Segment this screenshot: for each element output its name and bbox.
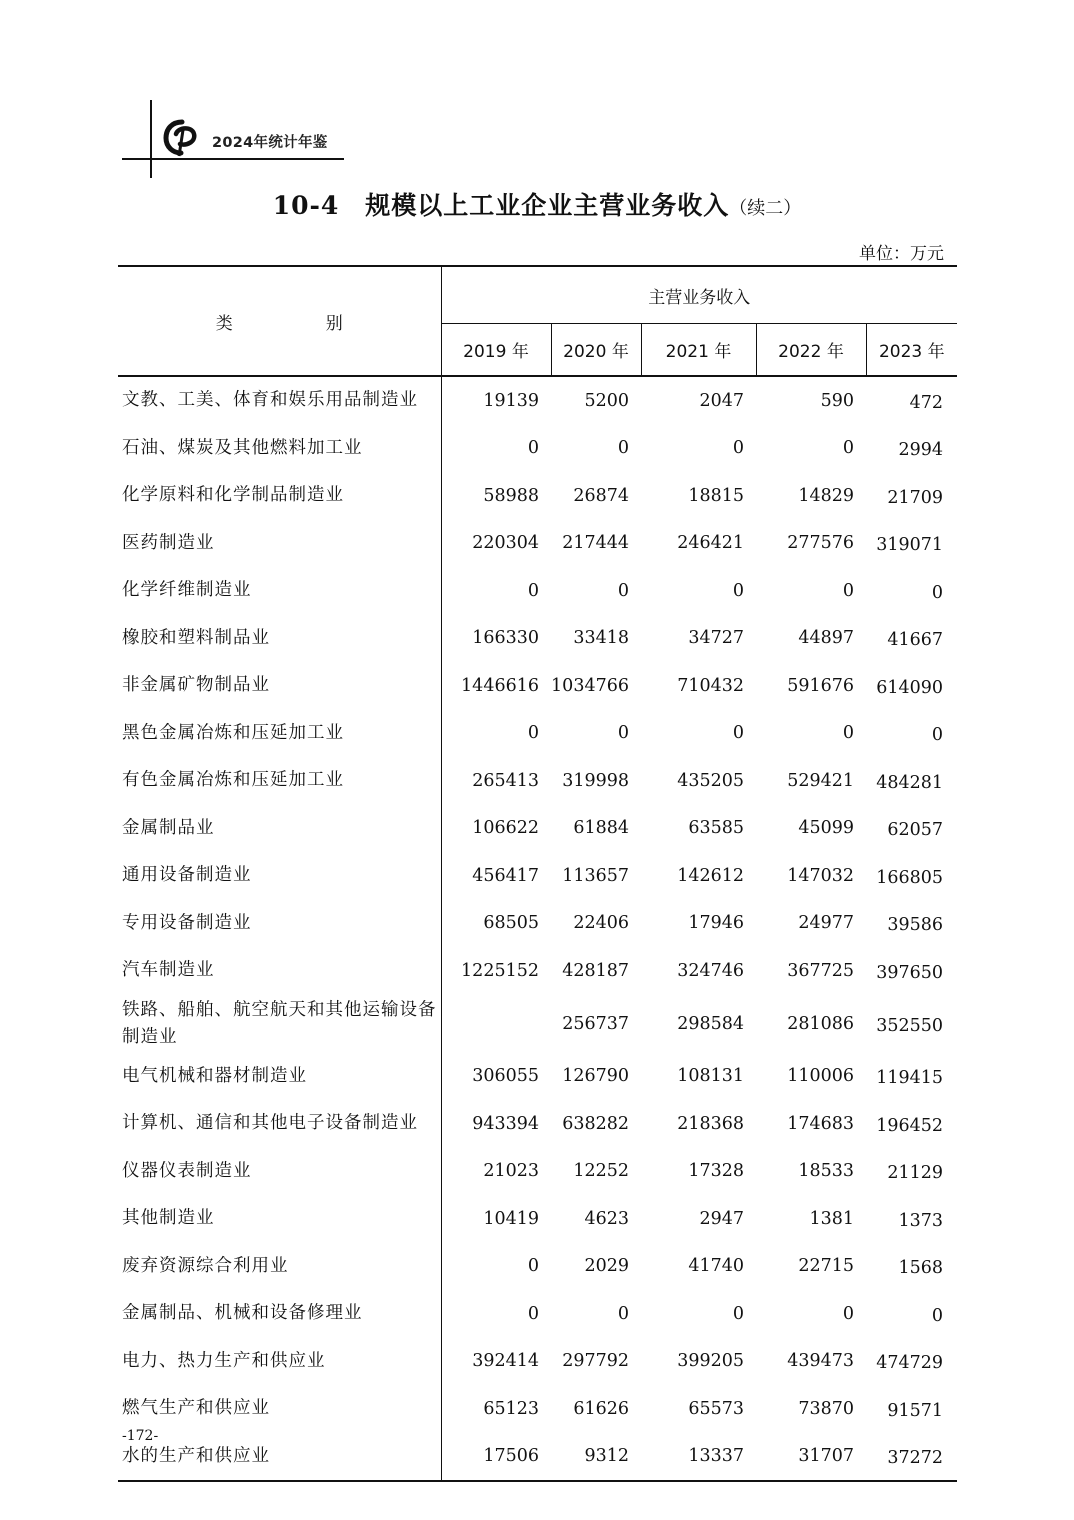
value-cell: 62057	[887, 820, 944, 841]
row-category: 金属制品业	[118, 805, 441, 853]
value-cell: 456417	[472, 865, 539, 886]
row-category: 非金属矿物制品业	[118, 662, 441, 710]
value-cell: 0	[732, 1303, 744, 1324]
row-category: 金属制品、机械和设备修理业	[118, 1290, 441, 1338]
value-cell: 399205	[677, 1351, 744, 1372]
row-category: 医药制造业	[118, 520, 441, 568]
row-category: 电气机械和器材制造业	[118, 1053, 441, 1101]
value-cell: 2994	[898, 440, 944, 461]
value-cell: 591676	[787, 675, 854, 696]
value-cell: 0	[842, 438, 854, 459]
value-cell: 113657	[562, 865, 629, 886]
table-row	[118, 1195, 957, 1243]
table-row	[118, 757, 957, 805]
row-category: 化学原料和化学制品制造业	[118, 472, 441, 520]
value-cell: 2047	[699, 390, 744, 411]
value-cell: 439473	[787, 1351, 854, 1372]
value-cell: 65573	[688, 1398, 744, 1419]
value-cell: 0	[527, 1256, 539, 1277]
row-category: 石油、煤炭及其他燃料加工业	[118, 425, 441, 473]
value-cell: 435205	[677, 770, 744, 791]
yearbook-logo-icon	[162, 118, 202, 158]
value-cell: 0	[842, 723, 854, 744]
value-cell: 73870	[798, 1398, 854, 1419]
value-cell: 31707	[798, 1446, 854, 1467]
row-category: 专用设备制造业	[118, 900, 441, 948]
value-cell: 166330	[472, 628, 539, 649]
data-table-wrapper	[118, 265, 957, 1482]
year-header: 2020 年	[551, 324, 641, 377]
value-cell: 2029	[584, 1256, 629, 1277]
value-cell: 0	[617, 580, 629, 601]
continued-label: （续二）	[729, 198, 802, 219]
row-category: 黑色金属冶炼和压延加工业	[118, 710, 441, 758]
value-cell: 0	[732, 438, 744, 459]
table-row	[118, 1433, 957, 1482]
table-header	[118, 266, 957, 376]
year-header: 2021 年	[641, 324, 756, 377]
value-cell: 1034766	[551, 675, 629, 696]
value-cell: 319998	[562, 770, 629, 791]
value-cell: 26874	[573, 485, 629, 506]
table-row	[118, 567, 957, 615]
value-cell: 943394	[472, 1113, 539, 1134]
value-cell: 256737	[562, 1013, 629, 1034]
row-category: 水的生产和供应业	[118, 1433, 441, 1482]
table-row	[118, 1338, 957, 1386]
value-cell: 0	[842, 580, 854, 601]
value-cell: 19139	[483, 390, 539, 411]
table-code: 10-4	[272, 191, 340, 220]
year-header: 2019 年	[441, 324, 551, 377]
crop-mark-horizontal	[122, 158, 344, 160]
data-table	[118, 265, 957, 1482]
value-cell: 18533	[798, 1161, 854, 1182]
value-cell: 61626	[573, 1398, 629, 1419]
value-cell: 17946	[688, 913, 744, 934]
value-cell: 21129	[887, 1163, 944, 1184]
value-cell: 220304	[472, 533, 539, 554]
value-cell: 281086	[787, 1013, 854, 1034]
value-cell: 22406	[573, 913, 629, 934]
value-cell: 91571	[887, 1400, 944, 1421]
value-cell: 474729	[876, 1353, 944, 1374]
value-cell: 472	[909, 392, 944, 413]
row-category: 文教、工美、体育和娱乐用品制造业	[118, 376, 441, 425]
value-cell: 110006	[787, 1066, 854, 1087]
row-category: 有色金属冶炼和压延加工业	[118, 757, 441, 805]
value-cell: 614090	[876, 677, 944, 698]
value-cell: 18815	[688, 485, 744, 506]
value-cell: 41740	[688, 1256, 744, 1277]
value-cell: 14829	[798, 485, 854, 506]
value-cell: 37272	[887, 1448, 944, 1469]
table-row	[118, 1243, 957, 1291]
value-cell: 5200	[584, 390, 629, 411]
row-category: 燃气生产和供应业	[118, 1385, 441, 1433]
table-row	[118, 947, 957, 995]
value-cell: 4623	[584, 1208, 629, 1229]
value-cell: 277576	[787, 533, 854, 554]
value-cell: 17506	[483, 1446, 539, 1467]
value-cell: 1446616	[461, 675, 539, 696]
page-number: -172-	[122, 1428, 159, 1444]
table-title: 规模以上工业企业主营业务收入	[365, 191, 730, 220]
value-cell: 39586	[887, 915, 944, 936]
value-cell: 119415	[876, 1068, 944, 1089]
value-cell: 1373	[898, 1210, 944, 1231]
value-cell: 590	[820, 390, 854, 411]
value-cell: 0	[931, 1305, 944, 1326]
value-cell: 21023	[483, 1161, 539, 1182]
value-cell: 44897	[798, 628, 854, 649]
table-body	[118, 376, 957, 1481]
table-row	[118, 425, 957, 473]
value-cell: 298584	[677, 1013, 744, 1034]
value-cell: 24977	[798, 913, 854, 934]
value-cell: 0	[527, 1303, 539, 1324]
value-cell: 106622	[472, 818, 539, 839]
value-cell: 0	[527, 723, 539, 744]
value-cell: 428187	[562, 960, 629, 981]
value-cell: 0	[617, 1303, 629, 1324]
table-row	[118, 1290, 957, 1338]
value-cell: 246421	[677, 533, 744, 554]
value-cell: 147032	[787, 865, 854, 886]
value-cell: 218368	[677, 1113, 744, 1134]
value-cell: 2947	[699, 1208, 744, 1229]
value-cell: 174683	[787, 1113, 854, 1134]
category-header: 类 别	[118, 266, 441, 376]
value-cell: 392414	[472, 1351, 539, 1372]
value-cell: 0	[732, 723, 744, 744]
value-cell: 484281	[876, 772, 944, 793]
value-cell: 0	[527, 580, 539, 601]
value-cell: 324746	[677, 960, 744, 981]
value-cell: 1381	[809, 1208, 854, 1229]
value-cell: 126790	[562, 1066, 629, 1087]
yearbook-logo-text: 2024年统计年鉴	[212, 135, 328, 151]
value-cell: 61884	[573, 818, 629, 839]
value-cell: 68505	[483, 913, 539, 934]
row-category: 通用设备制造业	[118, 852, 441, 900]
value-cell: 21709	[887, 487, 944, 508]
value-cell: 265413	[472, 770, 539, 791]
value-cell: 0	[931, 725, 944, 746]
year-header: 2022 年	[756, 324, 866, 377]
table-row	[118, 1148, 957, 1196]
value-cell: 9312	[584, 1446, 629, 1467]
group-header: 主营业务收入	[441, 266, 957, 324]
table-row	[118, 710, 957, 758]
table-row	[118, 805, 957, 853]
value-cell: 10419	[483, 1208, 539, 1229]
table-row	[118, 472, 957, 520]
value-cell: 45099	[798, 818, 854, 839]
row-category: 计算机、通信和其他电子设备制造业	[118, 1100, 441, 1148]
table-row	[118, 1053, 957, 1101]
value-cell: 0	[617, 723, 629, 744]
row-category: 其他制造业	[118, 1195, 441, 1243]
value-cell: 166805	[876, 867, 944, 888]
row-category: 废弃资源综合利用业	[118, 1243, 441, 1291]
value-cell: 217444	[562, 533, 629, 554]
value-cell: 58988	[483, 485, 539, 506]
value-cell	[441, 995, 551, 1053]
value-cell: 352550	[876, 1015, 944, 1036]
table-row	[118, 376, 957, 425]
value-cell: 710432	[677, 675, 744, 696]
value-cell: 22715	[798, 1256, 854, 1277]
row-category: 汽车制造业	[118, 947, 441, 995]
page-title	[0, 186, 1074, 222]
value-cell: 0	[617, 438, 629, 459]
table-row	[118, 520, 957, 568]
value-cell: 63585	[688, 818, 744, 839]
value-cell: 1568	[898, 1258, 944, 1279]
row-category: 仪器仪表制造业	[118, 1148, 441, 1196]
value-cell: 319071	[876, 535, 944, 556]
value-cell: 196452	[876, 1115, 944, 1136]
value-cell: 638282	[562, 1113, 629, 1134]
row-category: 橡胶和塑料制品业	[118, 615, 441, 663]
value-cell: 0	[527, 438, 539, 459]
value-cell: 12252	[573, 1161, 629, 1182]
value-cell: 397650	[876, 962, 944, 983]
value-cell: 34727	[688, 628, 744, 649]
value-cell: 306055	[472, 1066, 539, 1087]
value-cell: 65123	[483, 1398, 539, 1419]
table-row	[118, 615, 957, 663]
value-cell: 0	[842, 1303, 854, 1324]
row-category: 铁路、船舶、航空航天和其他运输设备制造业	[118, 995, 441, 1053]
crop-mark-vertical	[150, 100, 152, 178]
table-row	[118, 1385, 957, 1433]
value-cell: 108131	[677, 1066, 744, 1087]
value-cell: 367725	[787, 960, 854, 981]
value-cell: 33418	[573, 628, 629, 649]
value-cell: 0	[931, 582, 944, 603]
table-row	[118, 995, 957, 1053]
row-category: 电力、热力生产和供应业	[118, 1338, 441, 1386]
table-row	[118, 900, 957, 948]
unit-label: 单位：万元	[859, 244, 944, 264]
value-cell: 17328	[688, 1161, 744, 1182]
value-cell: 41667	[887, 630, 944, 651]
value-cell: 529421	[787, 770, 854, 791]
table-row	[118, 1100, 957, 1148]
table-row	[118, 852, 957, 900]
value-cell: 13337	[688, 1446, 744, 1467]
value-cell: 1225152	[461, 960, 539, 981]
value-cell: 0	[732, 580, 744, 601]
row-category: 化学纤维制造业	[118, 567, 441, 615]
value-cell: 297792	[562, 1351, 629, 1372]
year-header: 2023 年	[878, 342, 945, 362]
value-cell: 142612	[677, 865, 744, 886]
table-row	[118, 662, 957, 710]
